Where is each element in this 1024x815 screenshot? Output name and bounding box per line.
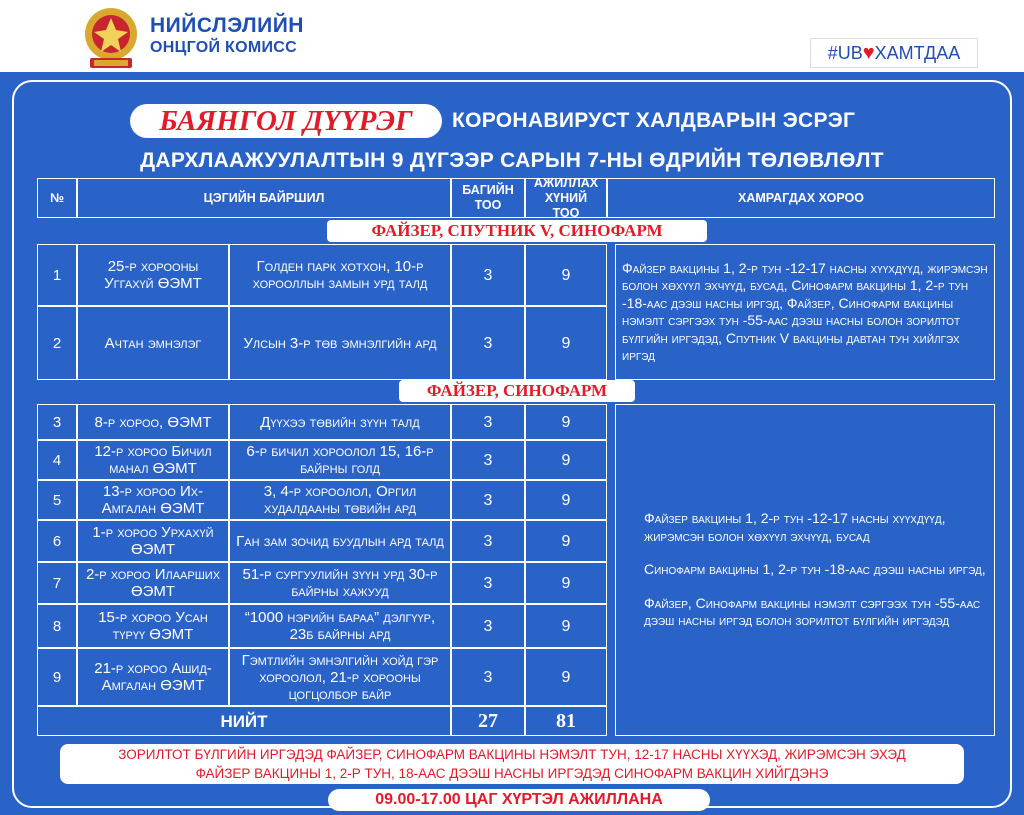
row-teams: 3 <box>451 404 525 440</box>
row-place: 8-р хороо, ӨЭМТ <box>77 404 229 440</box>
coverage-paragraph: Файзер, Синофарм вакцины нэмэлт сэргээх тун -55-аас дээш насны иргэд болон зорилтот бүлгийн иргэдэд <box>644 594 981 629</box>
row-place: 1-р хороо Урхахүй ӨЭМТ <box>77 520 229 562</box>
hashtag-suffix: ХАМТДАА <box>874 43 961 63</box>
row-workers: 9 <box>525 480 607 520</box>
row-no: 7 <box>37 562 77 604</box>
row-no: 9 <box>37 648 77 706</box>
title-line2: ДАРХЛААЖУУЛАЛТЫН 9 ДҮГЭЭР САРЫН 7-НЫ ӨДРИЙН ТӨЛӨВЛӨЛТ <box>140 149 884 172</box>
row-no: 6 <box>37 520 77 562</box>
org-line2: ОНЦГОЙ КОМИСС <box>150 39 297 56</box>
coverage-text-2 <box>615 404 995 736</box>
row-workers: 9 <box>525 440 607 480</box>
row-address: 6-р бичил хороолол 15, 16-р байрны голд <box>229 440 451 480</box>
footer-note-line1: ЗОРИЛТОТ БҮЛГИЙН ИРГЭДЭД ФАЙЗЕР, СИНОФАРМ ВАКЦИНЫ НЭМЭЛТ ТУН, 12-17 НАСНЫ ХҮҮХЭД, ЖИРЭМСЭН ЭХЭД <box>118 747 906 762</box>
row-no: 2 <box>37 306 77 380</box>
header-workers: АЖИЛЛАХ ХҮНИЙ ТОО <box>525 178 607 218</box>
row-place: 2-р хороо Илаарших ӨЭМТ <box>77 562 229 604</box>
row-address: Ган зам зочид буудлын ард талд <box>229 520 451 562</box>
organization-name <box>150 14 304 58</box>
row-workers: 9 <box>525 604 607 648</box>
row-teams: 3 <box>451 562 525 604</box>
footer-note-line2: ФАЙЗЕР ВАКЦИНЫ 1, 2-Р ТУН, 18-ААС ДЭЭШ НАСНЫ ИРГЭДЭД СИНОФАРМ ВАКЦИН ХИЙГДЭНЭ <box>195 766 829 781</box>
row-no: 3 <box>37 404 77 440</box>
row-teams: 3 <box>451 648 525 706</box>
row-address: Гэмтлийн эмнэлгийн хойд гэр хороолол, 21-р хорооны цогцолбор байр <box>229 648 451 706</box>
section-title-1: ФАЙЗЕР, СПУТНИК V, СИНОФАРМ <box>327 220 707 242</box>
header-location: ЦЭГИЙН БАЙРШИЛ <box>77 178 451 218</box>
row-workers: 9 <box>525 520 607 562</box>
row-no: 5 <box>37 480 77 520</box>
hashtag-prefix: #UB <box>827 43 863 63</box>
header-khoroo: ХАМРАГДАХ ХОРОО <box>607 178 995 218</box>
row-address: Голден парк хотхон, 10-р хорооллын замын урд талд <box>229 244 451 306</box>
row-teams: 3 <box>451 604 525 648</box>
coverage-text-1: Файзер вакцины 1, 2-р тун -12-17 насны хүүхдүүд, жирэмсэн болон хөхүүл эхчүүд, бусад, Синофарм вакцины 1, 2-р тун -18-аас дээш насны иргэд, Файзер, Синофарм вакцины нэмэлт сэргээх тун -55-аас дээш насны болон зорилтот бүлгийн иргэдэд, Спутник V вакцины давтан тун хийлгэх иргэд <box>615 244 995 380</box>
row-teams: 3 <box>451 244 525 306</box>
row-no: 8 <box>37 604 77 648</box>
row-workers: 9 <box>525 562 607 604</box>
row-workers: 9 <box>525 648 607 706</box>
ulaanbaatar-coat-of-arms-icon <box>76 4 146 72</box>
row-place: 21-р хороо Ашид-Амгалан ӨЭМТ <box>77 648 229 706</box>
footer-note <box>60 744 964 784</box>
row-address: 3, 4-р хороолол, Оргил худалдааны төвийн ард <box>229 480 451 520</box>
section-title-2: ФАЙЗЕР, СИНОФАРМ <box>399 380 635 402</box>
row-address: “1000 нэрийн бараа” дэлгүүр, 23б байрны ард <box>229 604 451 648</box>
schedule-table <box>37 175 995 736</box>
row-place: 15-р хороо Усан түрүү ӨЭМТ <box>77 604 229 648</box>
header-no: № <box>37 178 77 218</box>
campaign-hashtag <box>810 38 978 68</box>
coverage-paragraph: Файзер вакцины 1, 2-р тун -12-17 насны хүүхдүүд, жирэмсэн болон хөхүүл эхчүүд, бусад <box>644 510 946 544</box>
row-teams: 3 <box>451 480 525 520</box>
total-workers: 81 <box>525 706 607 736</box>
row-place: Ачтан эмнэлэг <box>77 306 229 380</box>
row-address: Улсын 3-р төв эмнэлгийн ард <box>229 306 451 380</box>
total-teams: 27 <box>451 706 525 736</box>
row-teams: 3 <box>451 440 525 480</box>
row-place: 25-р хорооны Уггахүй ӨЭМТ <box>77 244 229 306</box>
row-workers: 9 <box>525 244 607 306</box>
row-teams: 3 <box>451 520 525 562</box>
total-label: НИЙТ <box>37 706 451 736</box>
title-line1: КОРОНАВИРУСТ ХАЛДВАРЫН ЭСРЭГ <box>452 109 856 132</box>
row-place: 13-р хороо Их-Амгалан ӨЭМТ <box>77 480 229 520</box>
row-address: 51-р сургуулийн зүүн урд 30-р байрны хажууд <box>229 562 451 604</box>
row-no: 1 <box>37 244 77 306</box>
row-teams: 3 <box>451 306 525 380</box>
row-address: Дүүхээ төвийн зүүн талд <box>229 404 451 440</box>
heart-icon: ♥ <box>862 42 875 64</box>
coverage-paragraph: Синофарм вакцины 1, 2-р тун -18-аас дээш насны иргэд, <box>644 561 986 578</box>
district-badge: БАЯНГОЛ ДҮҮРЭГ <box>130 104 442 138</box>
header-teams: БАГИЙН ТОО <box>451 178 525 218</box>
working-hours: 09.00-17.00 ЦАГ ХҮРТЭЛ АЖИЛЛАНА <box>328 789 710 811</box>
row-workers: 9 <box>525 306 607 380</box>
row-workers: 9 <box>525 404 607 440</box>
row-place: 12-р хороо Бичил манал ӨЭМТ <box>77 440 229 480</box>
row-no: 4 <box>37 440 77 480</box>
org-line1: НИЙСЛЭЛИЙН <box>150 14 304 37</box>
